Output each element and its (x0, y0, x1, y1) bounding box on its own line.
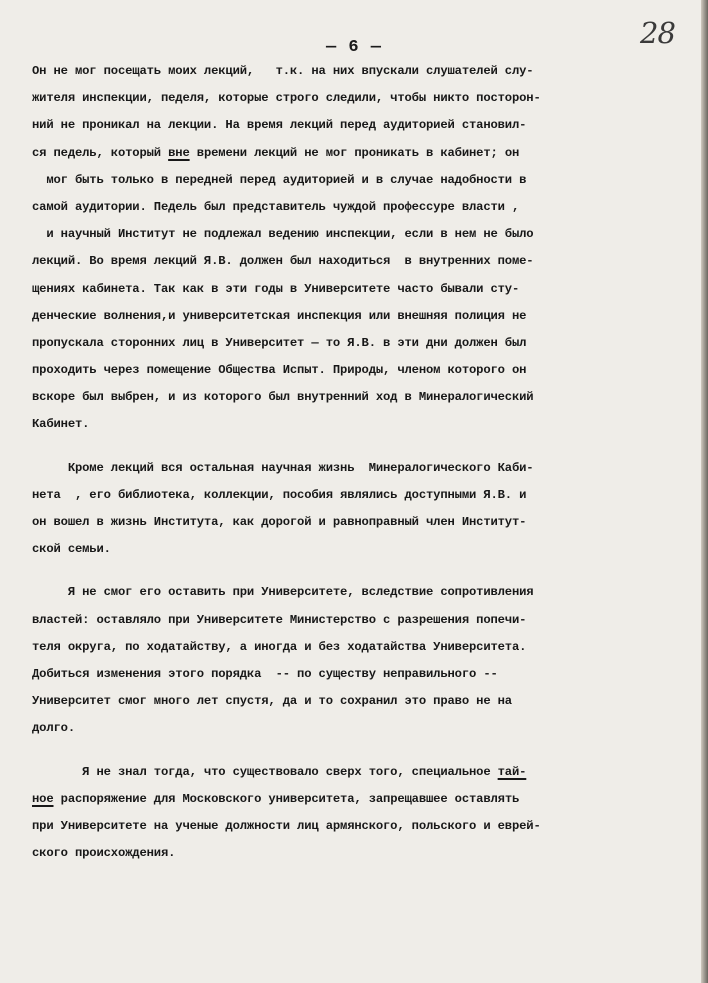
text-segment: нета , его библиотека, коллекции, пособия являлись доступными Я.В. и (32, 487, 527, 502)
text-line (32, 813, 700, 840)
text-segment: лекций. Во время лекций Я.В. должен был находиться в внутренних поме- (32, 254, 534, 269)
text-segment: денческие волнения,и университетская инспекция или внешняя полиция не (32, 308, 527, 323)
text-segment: долго. (32, 721, 75, 736)
text-line (32, 509, 700, 536)
text-line (32, 303, 700, 330)
text-line (32, 688, 700, 715)
underlined-word: тай- (497, 764, 527, 779)
text-line (32, 167, 700, 194)
text-segment: ний не проникал на лекции. На время лекций перед аудиторией становил- (32, 118, 527, 133)
text-line (32, 715, 700, 742)
text-line (32, 384, 700, 411)
text-segment: Университет смог много лет спустя, да и то сохранил это право не на (32, 694, 512, 709)
text-line (32, 140, 700, 167)
text-line (32, 221, 700, 248)
text-line (32, 840, 700, 867)
scan-edge-shadow (701, 0, 708, 983)
underlined-word: вне (168, 145, 190, 160)
text-segment: ской семьи. (32, 542, 111, 557)
text-line (32, 330, 700, 357)
text-line (32, 634, 700, 661)
handwritten-folio-number: 28 (640, 16, 675, 50)
text-line (32, 276, 700, 303)
text-line (32, 357, 700, 384)
text-segment: ся педель, который (32, 145, 169, 160)
text-segment: ского происхождения. (32, 846, 176, 861)
text-line (32, 661, 700, 688)
text-line (32, 786, 700, 813)
page-number: — 6 — (325, 38, 382, 57)
text-segment: властей: оставляло при Университете Министерство с разрешения попечи- (32, 612, 527, 627)
paragraph (32, 455, 700, 564)
text-line (32, 536, 700, 563)
text-segment: времени лекций не мог проникать в кабинет; он (189, 145, 520, 160)
paragraph (32, 579, 700, 742)
paragraph-gap (32, 743, 700, 759)
text-line (32, 411, 700, 438)
text-segment: Добиться изменения этого порядка -- по существу неправильного -- (32, 666, 498, 681)
text-line (32, 579, 700, 606)
text-segment: Я не смог его оставить при Университете, вследствие сопротивления (32, 585, 534, 600)
text-line (32, 759, 700, 786)
text-line (32, 194, 700, 221)
document-body (32, 58, 700, 867)
text-segment: пропускала сторонних лиц в Университет — то Я.В. в эти дни должен был (32, 335, 527, 350)
text-line (32, 607, 700, 634)
text-segment: при Университете на ученые должности лиц армянского, польского и еврей- (32, 818, 541, 833)
text-segment: жителя инспекции, педеля, которые строго следили, чтобы никто посторон- (32, 91, 541, 106)
paragraph (32, 58, 700, 439)
text-segment: распоряжение для Московского университета, запрещавшее оставлять (53, 791, 520, 806)
text-line (32, 482, 700, 509)
text-segment: Я не знал тогда, что существовало сверх того, специальное (32, 764, 498, 779)
text-segment: Кроме лекций вся остальная научная жизнь Минералогического Каби- (32, 460, 534, 475)
text-segment: самой аудитории. Педель был представитель чуждой профессуре власти , (32, 199, 520, 214)
underlined-word: ное (32, 791, 54, 806)
text-line (32, 112, 700, 139)
paragraph-gap (32, 439, 700, 455)
text-segment: вскоре был выбрен, и из которого был внутренний ход в Минералогический (32, 390, 534, 405)
text-segment: он вошел в жизнь Института, как дорогой и равноправный член Институт- (32, 515, 527, 529)
text-segment: Кабинет. (32, 417, 90, 432)
text-segment: мог быть только в передней перед аудиторией и в случае надобности в (32, 172, 527, 187)
text-line (32, 248, 700, 275)
paragraph (32, 759, 700, 868)
text-segment: и научный Институт не подлежал ведению инспекции, если в нем не было (32, 227, 534, 242)
text-line (32, 85, 700, 112)
text-segment: теля округа, по ходатайству, а иногда и без ходатайства Университета. (32, 639, 527, 654)
text-segment: проходить через помещение Общества Испыт. Природы, членом которого он (32, 363, 527, 378)
text-segment: Он не мог посещать моих лекций, т.к. на них впускали слушателей слу- (32, 64, 534, 78)
text-segment: щениях кабинета. Так как в эти годы в Университете часто бывали сту- (32, 281, 520, 296)
text-line (32, 455, 700, 482)
paragraph-gap (32, 563, 700, 579)
text-line (32, 58, 700, 85)
